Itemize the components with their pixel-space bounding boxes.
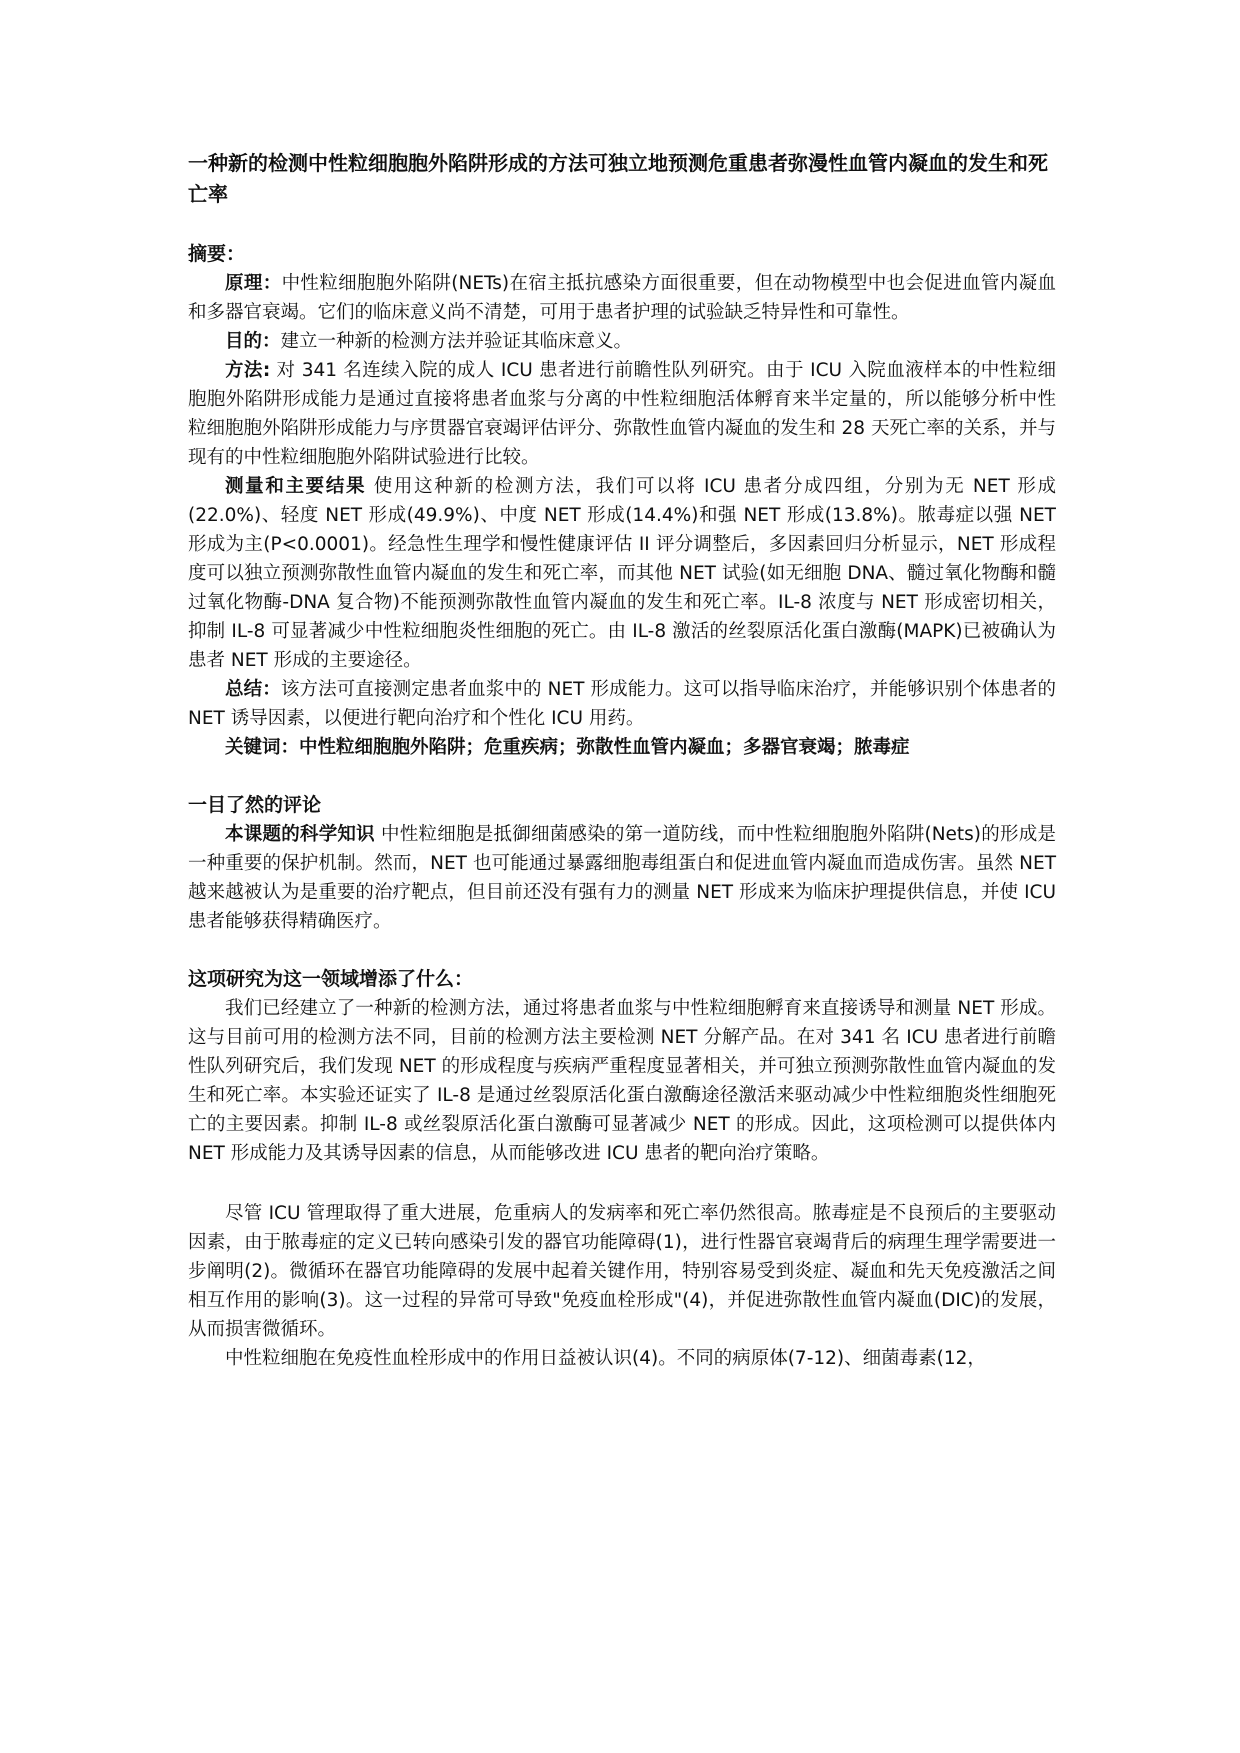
- conclusion-text: 该方法可直接测定患者血浆中的 NET 形成能力。这可以指导临床治疗，并能够识别个体患者的 NET 诱导因素，以便进行靶向治疗和个性化 ICU 用药。: [188, 679, 1056, 729]
- knowledge-label: 本课题的科学知识: [225, 824, 375, 845]
- objective-text: 建立一种新的检测方法并验证其临床意义。: [280, 331, 633, 352]
- rationale-label: 原理：: [225, 273, 282, 294]
- methods-text: 对 341 名连续入院的成人 ICU 患者进行前瞻性队列研究。由于 ICU 入院血液样本的中性粒细胞胞外陷阱形成能力是通过直接将患者血浆与分离的中性粒细胞活体孵育来半定量的，所以能够分析中性粒细胞胞外陷阱形成能力与序贯器官衰竭评估评分、弥散性血管内凝血的发生和 28 天死亡率的关系，并与现有的中性粒细胞胞外陷阱试验进行比较。: [188, 360, 1056, 468]
- keywords: 关键词：中性粒细胞胞外陷阱；危重疾病；弥散性血管内凝血；多器官衰竭；脓毒症: [225, 737, 910, 758]
- glance-knowledge: [188, 820, 1056, 936]
- conclusion-label: 总结：: [225, 679, 281, 700]
- document-page: [188, 148, 1056, 1373]
- results-label: 测量和主要结果: [225, 476, 367, 497]
- abstract-methods: [188, 356, 1056, 472]
- abstract-objective: [188, 327, 1056, 356]
- adds-text: 我们已经建立了一种新的检测方法，通过将患者血浆与中性粒细胞孵育来直接诱导和测量 NET 形成。这与目前可用的检测方法不同，目前的检测方法主要检测 NET 分解产品。在对 341 名 ICU 患者进行前瞻性队列研究后，我们发现 NET 的形成程度与疾病严重程度显著相关，并可独立预测弥散性血管内凝血的发生和死亡率。本实验还证实了 IL-8 是通过丝裂原活化蛋白激酶途径激活来驱动减少中性粒细胞炎性细胞死亡的主要因素。抑制 IL-8 或丝裂原活化蛋白激酶可显著减少 NET 的形成。因此，这项检测可以提供体内 NET 形成能力及其诱导因素的信息，从而能够改进 ICU 患者的靶向治疗策略。: [188, 998, 1056, 1164]
- abstract-rationale: [188, 269, 1056, 327]
- paper-title: 一种新的检测中性粒细胞胞外陷阱形成的方法可独立地预测危重患者弥漫性血管内凝血的发生和死亡率: [188, 151, 1048, 206]
- glance-heading: 一目了然的评论: [188, 794, 322, 816]
- methods-label: 方法:: [225, 360, 271, 381]
- results-text: 使用这种新的检测方法，我们可以将 ICU 患者分成四组，分别为无 NET 形成(22.0%)、轻度 NET 形成(49.9%)、中度 NET 形成(14.4%)和强 NET 形成(13.8%)。脓毒症以强 NET 形成为主(P<0.0001)。经急性生理学和慢性健康评估 II 评分调整后，多因素回归分析显示，NET 形成程度可以独立预测弥散性血管内凝血的发生和死亡率，而其他 NET 试验(如无细胞 DNA、髓过氧化物酶和髓过氧化物酶-DNA 复合物)不能预测弥散性血管内凝血的发生和死亡率。IL-8 浓度与 NET 形成密切相关，抑制 IL-8 可显著减少中性粒细胞炎性细胞的死亡。由 IL-8 激活的丝裂原活化蛋白激酶(MAPK)已被确认为患者 NET 形成的主要途径。: [188, 476, 1056, 671]
- abstract-results: [188, 472, 1056, 675]
- abstract-conclusion: [188, 675, 1056, 733]
- body-paragraph-1: 尽管 ICU 管理取得了重大进展，危重病人的发病率和死亡率仍然很高。脓毒症是不良预后的主要驱动因素，由于脓毒症的定义已转向感染引发的器官功能障碍(1)，进行性器官衰竭背后的病理生理学需要进一步阐明(2)。微循环在器官功能障碍的发展中起着关键作用，特别容易受到炎症、凝血和先天免疫激活之间相互作用的影响(3)。这一过程的异常可导致"免疫血栓形成"(4)，并促进弥散性血管内凝血(DIC)的发展，从而损害微循环。: [188, 1203, 1056, 1340]
- body-paragraph-2: 中性粒细胞在免疫性血栓形成中的作用日益被认识(4)。不同的病原体(7-12)、细菌毒素(12，: [225, 1348, 986, 1369]
- abstract-heading: 摘要：: [188, 243, 246, 265]
- rationale-text: 中性粒细胞胞外陷阱(NETs)在宿主抵抗感染方面很重要，但在动物模型中也会促进血管内凝血和多器官衰竭。它们的临床意义尚不清楚，可用于患者护理的试验缺乏特异性和可靠性。: [188, 273, 1056, 323]
- objective-label: 目的：: [225, 331, 281, 352]
- adds-heading: 这项研究为这一领域增添了什么：: [188, 968, 474, 990]
- knowledge-text: 中性粒细胞是抵御细菌感染的第一道防线，而中性粒细胞胞外陷阱(Nets)的形成是一种重要的保护机制。然而，NET 也可能通过暴露细胞毒组蛋白和促进血管内凝血而造成伤害。虽然 NET 越来越被认为是重要的治疗靶点，但目前还没有强有力的测量 NET 形成来为临床护理提供信息，并使 ICU 患者能够获得精确医疗。: [188, 824, 1056, 932]
